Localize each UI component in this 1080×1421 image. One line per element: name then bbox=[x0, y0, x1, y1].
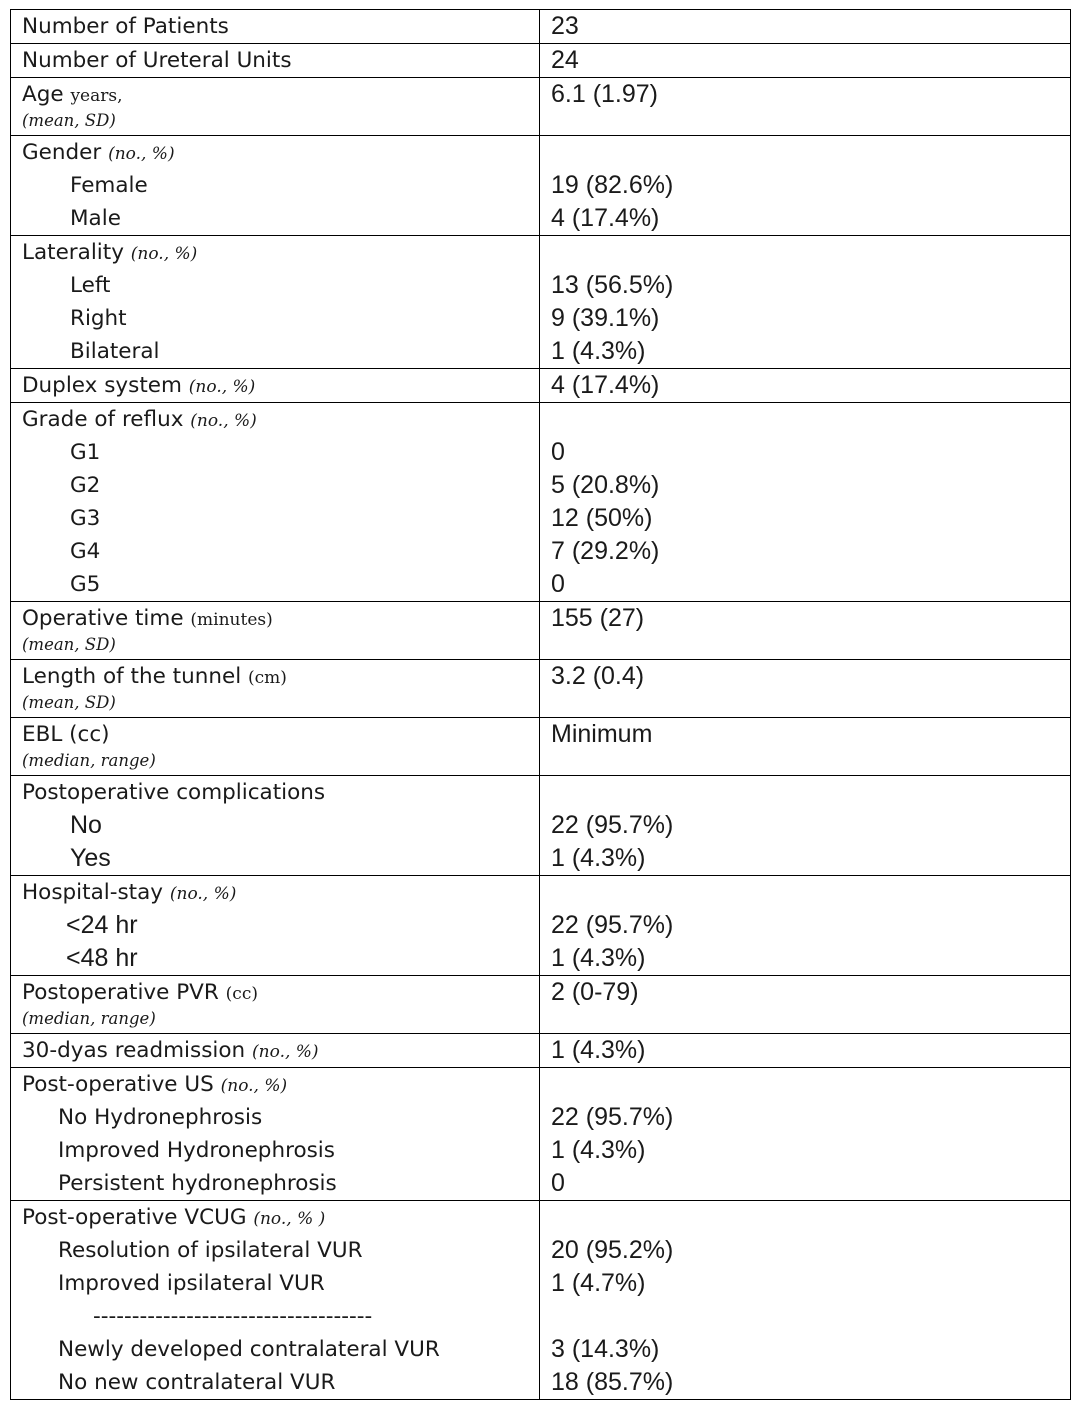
row-label-line bbox=[11, 876, 539, 909]
sub-item-label: Male bbox=[70, 206, 121, 231]
sub-item-value: 3 (14.3%) bbox=[551, 1335, 660, 1363]
sub-item-label: Resolution of ipsilateral VUR bbox=[58, 1238, 363, 1263]
table-row bbox=[11, 403, 1071, 602]
sub-item-label: Improved Hydronephrosis bbox=[58, 1138, 335, 1163]
row-unit: (minutes) bbox=[190, 610, 273, 630]
table-row bbox=[11, 660, 1071, 718]
sub-item-value: 20 (95.2%) bbox=[551, 1236, 674, 1264]
row-value: 4 (17.4%) bbox=[551, 371, 660, 399]
sub-item-label: <24 hr bbox=[66, 911, 138, 939]
table-row bbox=[11, 10, 1071, 44]
row-note: (mean, SD) bbox=[22, 693, 116, 712]
row-label: Gender bbox=[22, 140, 102, 165]
sub-item-value: 1 (4.3%) bbox=[551, 1136, 646, 1164]
row-label-line bbox=[11, 136, 539, 169]
sub-item-value: 0 bbox=[551, 570, 565, 598]
sub-item-label: G4 bbox=[70, 539, 101, 564]
row-note: (mean, SD) bbox=[22, 111, 116, 130]
table-row bbox=[11, 369, 1071, 403]
sub-item-value: 7 (29.2%) bbox=[551, 537, 660, 565]
row-unit: (no., %) bbox=[252, 1042, 319, 1062]
separator-dashes: ------------------------------------ bbox=[93, 1304, 373, 1329]
sub-item-value: 4 (17.4%) bbox=[551, 204, 660, 232]
row-unit: (no., %) bbox=[190, 411, 257, 431]
row-label: Post-operative US bbox=[22, 1072, 214, 1097]
row-label-line bbox=[11, 660, 539, 693]
row-label-line bbox=[11, 78, 539, 111]
sub-item-value: 9 (39.1%) bbox=[551, 304, 660, 332]
table-row bbox=[11, 776, 1071, 876]
patient-characteristics-table bbox=[10, 9, 1071, 1400]
row-value: 1 (4.3%) bbox=[551, 1036, 646, 1064]
row-value: 6.1 (1.97) bbox=[551, 80, 659, 108]
sub-item-value: 19 (82.6%) bbox=[551, 171, 674, 199]
table-row bbox=[11, 78, 1071, 136]
row-label: Number of Ureteral Units bbox=[22, 48, 292, 73]
row-label: Laterality bbox=[22, 240, 124, 265]
row-label-line bbox=[11, 236, 539, 269]
row-label: Duplex system bbox=[22, 373, 182, 398]
sub-item-value: 5 (20.8%) bbox=[551, 471, 660, 499]
row-unit: years, bbox=[70, 86, 123, 106]
row-label-line bbox=[11, 369, 539, 402]
row-value: 3.2 (0.4) bbox=[551, 662, 645, 690]
row-unit: (no., %) bbox=[108, 144, 175, 164]
row-label: Operative time bbox=[22, 606, 184, 631]
table-row bbox=[11, 236, 1071, 369]
sub-item-value: 1 (4.3%) bbox=[551, 944, 646, 972]
row-label-line bbox=[11, 1034, 539, 1067]
sub-item-value: 18 (85.7%) bbox=[551, 1368, 674, 1396]
row-unit: (no., % ) bbox=[253, 1209, 326, 1229]
row-unit: (no., %) bbox=[220, 1076, 288, 1096]
row-note: (median, range) bbox=[22, 751, 156, 770]
sub-item-label: No bbox=[70, 811, 102, 839]
sub-item-value: 22 (95.7%) bbox=[551, 811, 674, 839]
row-unit: (no., %) bbox=[188, 377, 256, 397]
row-value: 24 bbox=[551, 46, 579, 74]
sub-item-label: <48 hr bbox=[66, 944, 138, 972]
row-label-line bbox=[11, 1201, 539, 1234]
row-label: Hospital-stay bbox=[22, 880, 164, 905]
sub-item-value: 12 (50%) bbox=[551, 504, 653, 532]
table-row bbox=[11, 1034, 1071, 1068]
row-label-line bbox=[11, 976, 539, 1009]
row-unit: (no., %) bbox=[169, 884, 237, 904]
sub-item-value: 1 (4.3%) bbox=[551, 337, 646, 365]
table-row bbox=[11, 136, 1071, 236]
table-row bbox=[11, 1068, 1071, 1201]
row-value: 155 (27) bbox=[551, 604, 645, 632]
row-note: (mean, SD) bbox=[22, 635, 116, 654]
sub-item-label: Right bbox=[70, 306, 127, 331]
table-row bbox=[11, 1201, 1071, 1400]
row-value: Minimum bbox=[551, 720, 653, 748]
row-label: Postoperative PVR bbox=[22, 980, 219, 1005]
sub-item-label: Bilateral bbox=[70, 339, 160, 364]
row-unit: (cm) bbox=[248, 668, 287, 688]
sub-item-label: G2 bbox=[70, 473, 101, 498]
sub-item-label: Female bbox=[70, 173, 148, 198]
table-row bbox=[11, 976, 1071, 1034]
row-label: Length of the tunnel bbox=[22, 664, 242, 689]
row-label: Number of Patients bbox=[22, 14, 229, 39]
row-label-line bbox=[11, 602, 539, 635]
sub-item-value: 0 bbox=[551, 438, 565, 466]
row-label: Grade of reflux bbox=[22, 407, 184, 432]
row-label: 30-dyas readmission bbox=[22, 1038, 246, 1063]
row-label-line bbox=[11, 1068, 539, 1101]
sub-item-label: Improved ipsilateral VUR bbox=[58, 1271, 325, 1296]
sub-item-value: 22 (95.7%) bbox=[551, 1103, 674, 1131]
table-row bbox=[11, 44, 1071, 78]
sub-item-label: Yes bbox=[70, 844, 111, 872]
row-value: 23 bbox=[551, 12, 579, 40]
sub-item-label: No new contralateral VUR bbox=[58, 1370, 336, 1395]
row-label: Age bbox=[22, 82, 64, 107]
sub-item-label: Left bbox=[70, 273, 111, 298]
row-unit: (no., %) bbox=[130, 244, 198, 264]
sub-item-label: No Hydronephrosis bbox=[58, 1105, 263, 1130]
sub-item-value: 1 (4.7%) bbox=[551, 1269, 646, 1297]
row-label: EBL (cc) bbox=[22, 722, 110, 747]
sub-item-value: 0 bbox=[551, 1169, 565, 1197]
table-row bbox=[11, 876, 1071, 976]
sub-item-label: Newly developed contralateral VUR bbox=[58, 1337, 440, 1362]
row-unit: (cc) bbox=[225, 984, 258, 1004]
table-row bbox=[11, 602, 1071, 660]
sub-item-label: G5 bbox=[70, 572, 101, 597]
sub-item-value: 22 (95.7%) bbox=[551, 911, 674, 939]
sub-item-label: Persistent hydronephrosis bbox=[58, 1171, 337, 1196]
sub-item-label: G3 bbox=[70, 506, 101, 531]
row-value: 2 (0-79) bbox=[551, 978, 639, 1006]
row-label: Postoperative complications bbox=[22, 780, 326, 805]
row-note: (median, range) bbox=[22, 1009, 156, 1028]
sub-item-value: 13 (56.5%) bbox=[551, 271, 674, 299]
table-row bbox=[11, 718, 1071, 776]
sub-item-value: 1 (4.3%) bbox=[551, 844, 646, 872]
row-label-line bbox=[11, 403, 539, 436]
row-label: Post-operative VCUG bbox=[22, 1205, 247, 1230]
sub-item-label: G1 bbox=[70, 440, 101, 465]
